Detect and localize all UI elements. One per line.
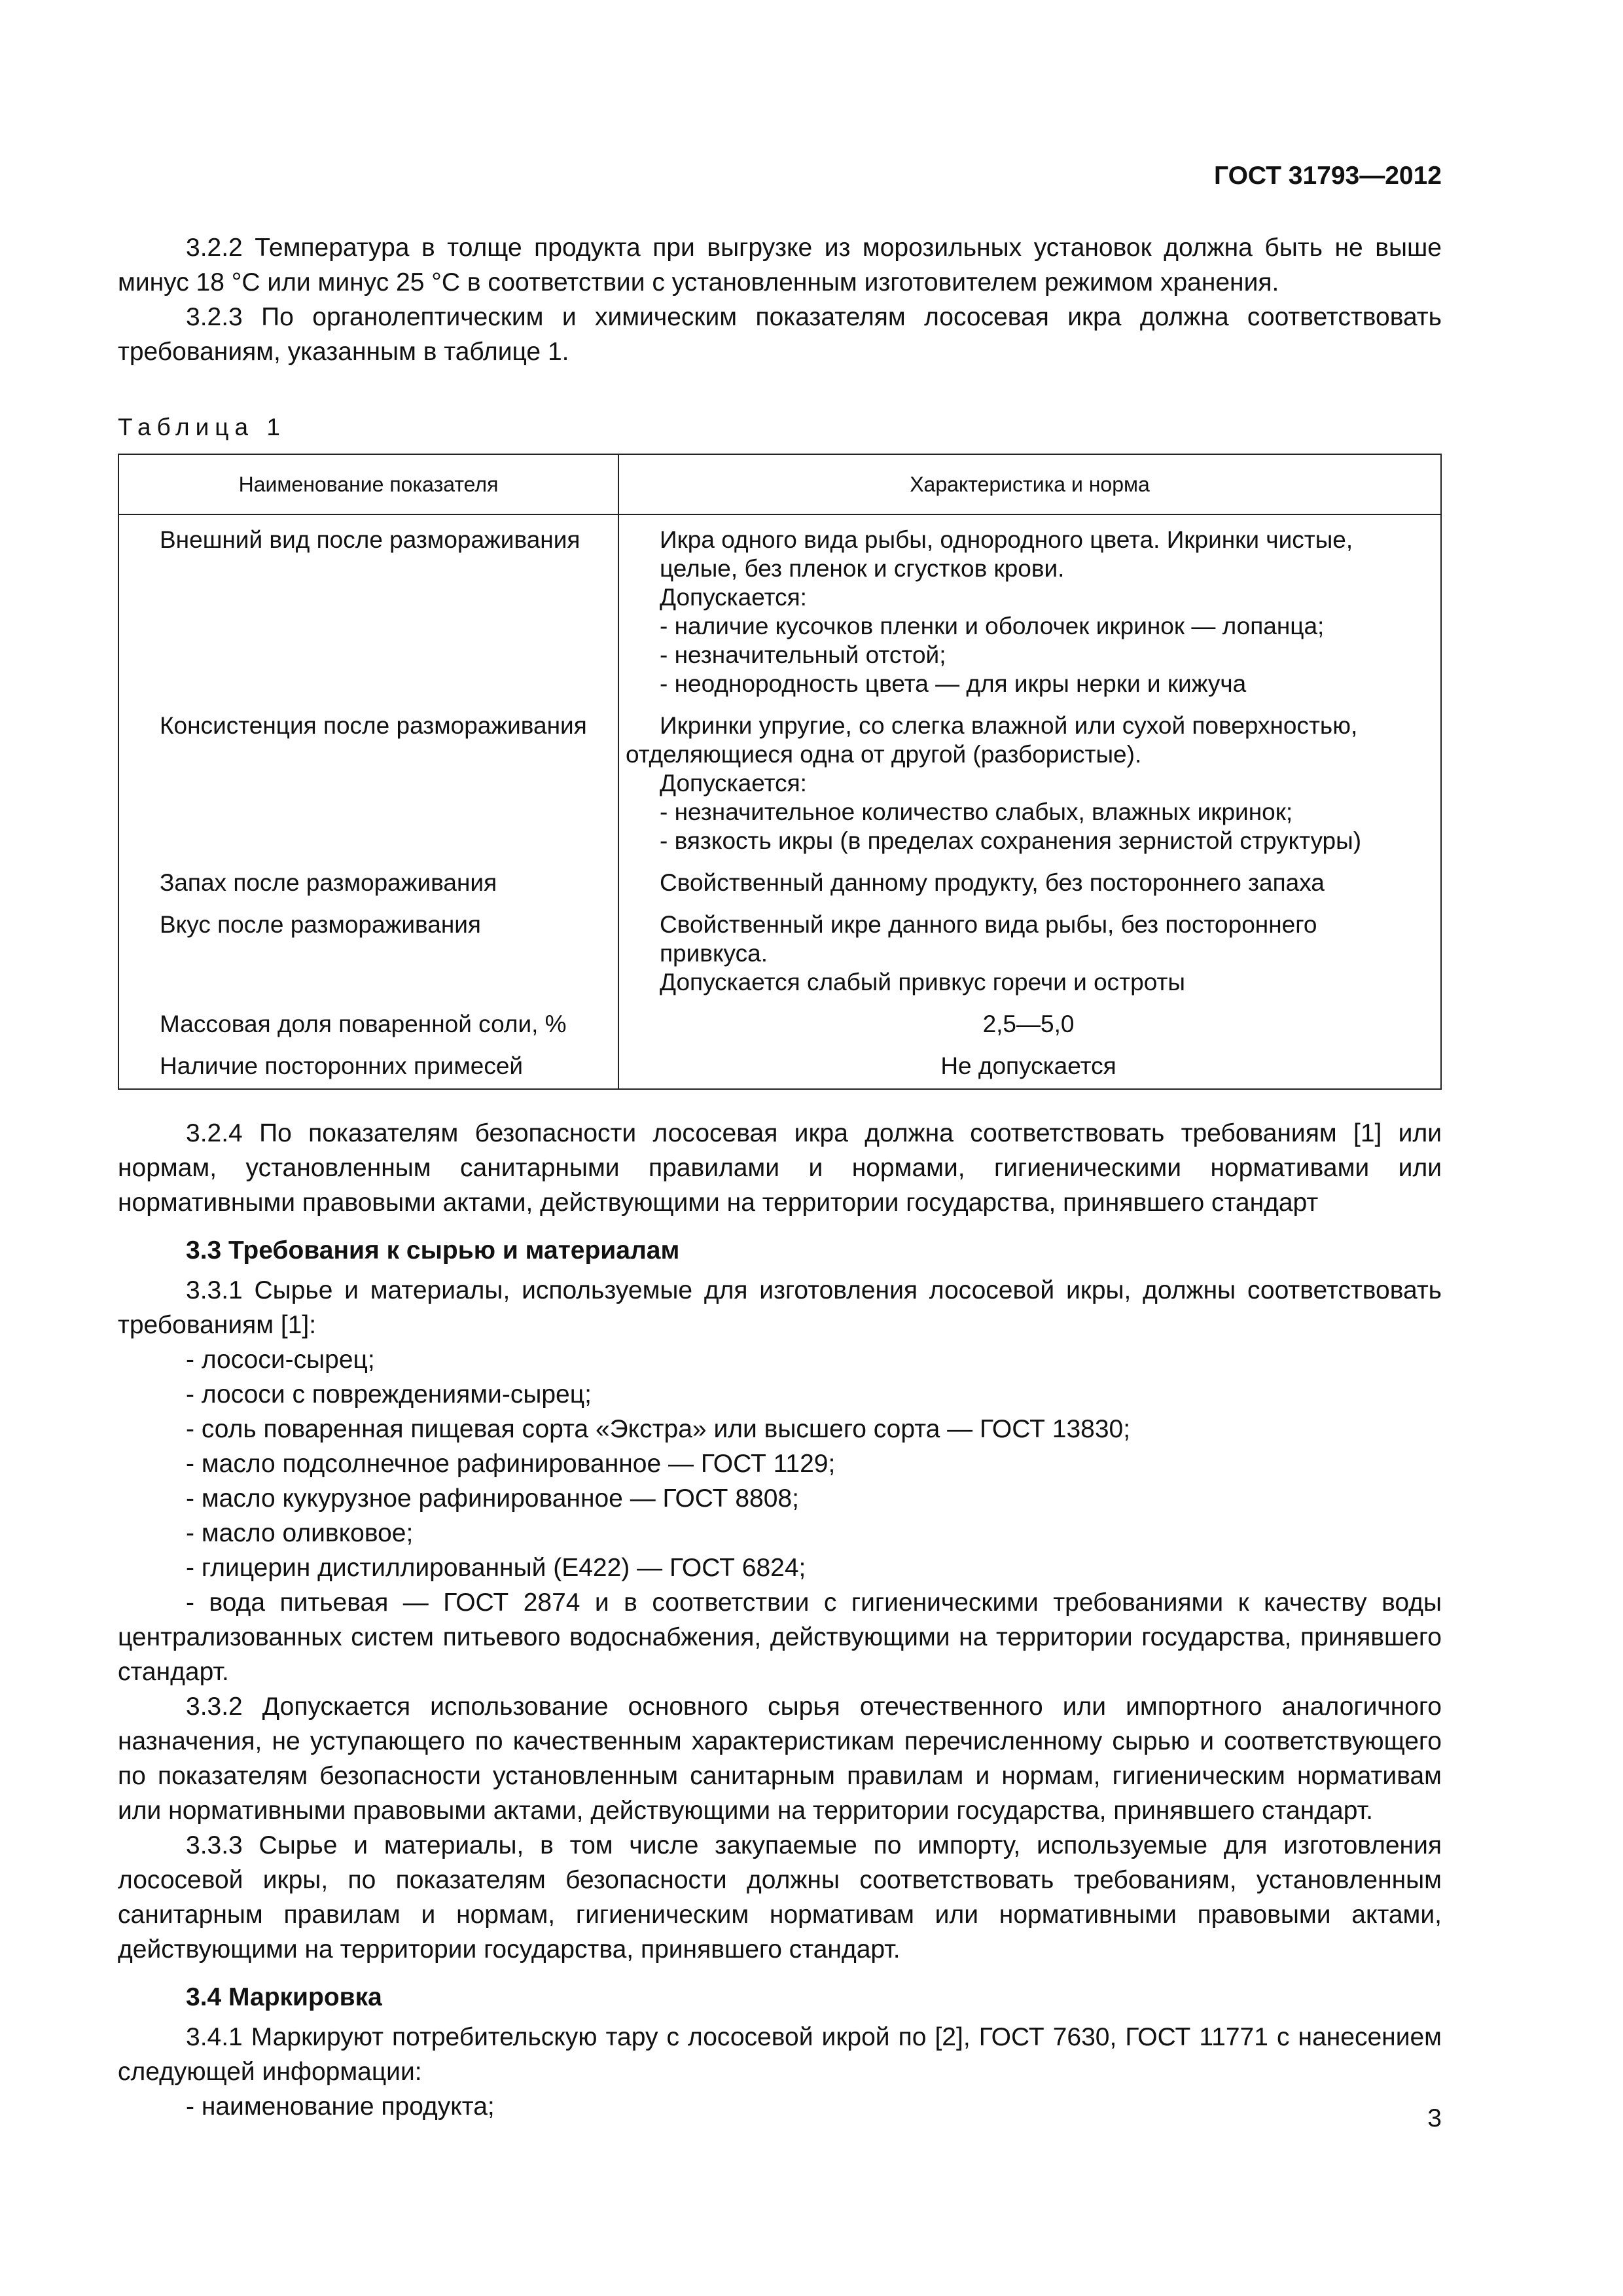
norm-line: Икринки упругие, со слегка влажной или сухой поверхностью, отделяющиеся одна от другой (разбористые). (626, 712, 1358, 768)
table-header-indicator: Наименование показателя (118, 454, 618, 514)
norm-line: Допускается: (660, 584, 807, 611)
list-item: - масло оливковое; (186, 1519, 414, 1547)
list-item: - лососи-сырец; (186, 1346, 375, 1374)
norm-line: - неоднородность цвета — для икры нерки и кижуча (660, 670, 1247, 697)
section-heading-3-4: 3.4 Маркировка (186, 1983, 382, 2011)
table-row (118, 514, 1441, 706)
standard-header: ГОСТ 31793—2012 (1214, 162, 1442, 190)
indicator-norm (618, 706, 1441, 863)
norm-line: Допускается слабый привкус горечи и остроты (660, 969, 1186, 996)
paragraph-3-2-2: 3.2.2 Температура в толще продукта при выгрузке из морозильных установок должна быть не выше минус 18 °С или минус 25 °С в соответствии с установленным изготовителем режимом хранения. (118, 234, 1442, 296)
norm-line: - незначительное количество слабых, влажных икринок; (660, 798, 1293, 825)
paragraph-3-2-4: 3.2.4 По показателям безопасности лососевая икра должна соответствовать требованиям [1] или нормам, установленным санитарными правилами и нормами, гигиеническими нормативами или нормативными правовыми актами, действующими на территории государства, принявшего стандарт (118, 1119, 1442, 1217)
table-row (118, 863, 1441, 905)
list-item: - масло подсолнечное рафинированное — ГОСТ 1129; (186, 1450, 836, 1478)
table-caption: Таблица 1 (118, 414, 286, 440)
norm-line: - незначительный отстой; (660, 641, 946, 668)
indicator-norm (618, 1005, 1441, 1047)
norm-line: Свойственный данному продукту, без постороннего запаха (660, 869, 1325, 896)
table-row (118, 1005, 1441, 1047)
norm-line: 2,5—5,0 (982, 1011, 1075, 1037)
page-content (118, 230, 1442, 2124)
paragraph-3-4-1: 3.4.1 Маркируют потребительскую тару с лососевой икрой по [2], ГОСТ 7630, ГОСТ 11771 с нанесением следующей информации: (118, 2023, 1442, 2086)
paragraph-3-3-1: 3.3.1 Сырье и материалы, используемые для изготовления лососевой икры, должны соответствовать требованиям [1]: (118, 1276, 1442, 1339)
paragraph-3-3-3: 3.3.3 Сырье и материалы, в том числе закупаемые по импорту, используемые для изготовления лососевой икры, по показателям безопасности должны соответствовать требованиям, установленным санитарным правилам и нормам, гигиеническим нормативам или нормативными правовыми актами, действующими на территории государства, принявшего стандарт. (118, 1831, 1442, 1964)
list-item: - лососи с повреждениями-сырец; (186, 1380, 592, 1408)
norm-line: Свойственный икре данного вида рыбы, без постороннего привкуса. (660, 911, 1317, 967)
table-row (118, 1047, 1441, 1089)
indicator-norm (618, 863, 1441, 905)
table-header-row (118, 454, 1441, 514)
list-item: - соль поваренная пищевая сорта «Экстра» или высшего сорта — ГОСТ 13830; (186, 1415, 1131, 1443)
indicator-name: Запах после размораживания (118, 863, 618, 905)
page-number: 3 (1427, 2104, 1442, 2132)
table-row (118, 905, 1441, 1005)
raw-materials-list (118, 1342, 1442, 1585)
indicator-norm (618, 905, 1441, 1005)
list-item: - глицерин дистиллированный (Е422) — ГОСТ 6824; (186, 1554, 806, 1582)
indicator-name: Внешний вид после размораживания (118, 514, 618, 706)
indicator-name: Вкус после размораживания (118, 905, 618, 1005)
indicator-name: Наличие посторонних примесей (118, 1047, 618, 1089)
table-1 (118, 454, 1442, 1090)
paragraph-3-3-2: 3.3.2 Допускается использование основного сырья отечественного или импортного аналогичного назначения, не уступающего по качественным характеристикам перечисленному сырью и соответствующего по показателям безопасности установленным санитарным правилам и нормам, гигиеническим нормативам или нормативными правовыми актами, действующими на территории государства, принявшего стандарт. (118, 1693, 1442, 1825)
section-heading-3-3: 3.3 Требования к сырью и материалам (186, 1236, 680, 1265)
indicator-name: Массовая доля поваренной соли, % (118, 1005, 618, 1047)
indicator-norm (618, 514, 1441, 706)
norm-line: Допускается: (660, 770, 807, 797)
norm-line: Икра одного вида рыбы, однородного цвета. Икринки чистые, целые, без пленок и сгустков крови. (660, 526, 1353, 582)
paragraph-3-2-3: 3.2.3 По органолептическим и химическим показателям лососевая икра должна соответствовать требованиям, указанным в таблице 1. (118, 303, 1442, 366)
indicator-norm (618, 1047, 1441, 1089)
indicator-name: Консистенция после размораживания (118, 706, 618, 863)
norm-line: - наличие кусочков пленки и оболочек икринок — лопанца; (660, 613, 1325, 639)
norm-line: Не допускается (940, 1052, 1116, 1079)
norm-line: - вязкость икры (в пределах сохранения зернистой структуры) (660, 827, 1362, 854)
table-row (118, 706, 1441, 863)
table-header-norm: Характеристика и норма (618, 454, 1441, 514)
list-item: - масло кукурузное рафинированное — ГОСТ 8808; (186, 1484, 799, 1513)
list-item-water: - вода питьевая — ГОСТ 2874 и в соответствии с гигиеническими требованиями к качеству воды централизованных систем питьевого водоснабжения, действующими на территории государства, принявшего стандарт. (118, 1588, 1442, 1686)
marking-list (118, 2089, 1442, 2124)
list-item: - наименование продукта; (186, 2092, 495, 2121)
